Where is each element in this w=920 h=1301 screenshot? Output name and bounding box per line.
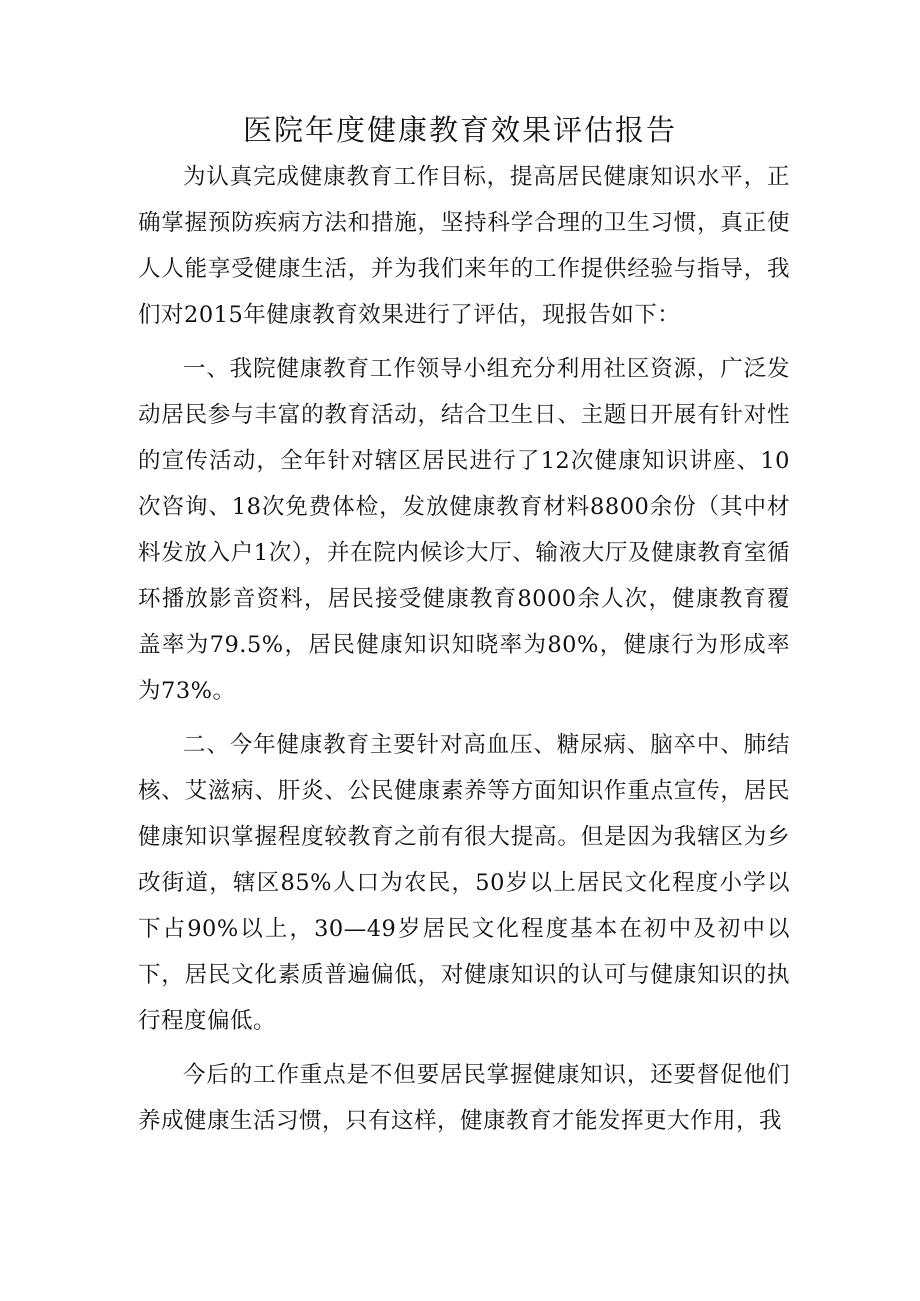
paragraph-intro: 为认真完成健康教育工作目标，提高居民健康知识水平，正确掌握预防疾病方法和措施，坚持科学合理的卫生习惯，真正使人人能享受健康生活，并为我们来年的工作提供经验与指导，我们对2015年健康教育效果进行了评估，现报告如下： [138, 164, 790, 328]
paragraph-section-2: 二、今年健康教育主要针对高血压、糖尿病、脑卒中、肺结核、艾滋病、肝炎、公民健康素养等方面知识作重点宣传，居民健康知识掌握程度较教育之前有很大提高。但是因为我辖区为乡改街道，辖区85%人口为农民，50岁以上居民文化程度小学以下占90%以上，30—49岁居民文化程度基本在初中及初中以下，居民文化素质普遍偏低，对健康知识的认可与健康知识的执行程度偏低。 [138, 732, 790, 1034]
paragraph-section-1: 一、我院健康教育工作领导小组充分利用社区资源，广泛发动居民参与丰富的教育活动，结合卫生日、主题日开展有针对性的宣传活动，全年针对辖区居民进行了12次健康知识讲座、10次咨询、18次免费体检，发放健康教育材料8800余份（其中材料发放入户1次），并在院内候诊大厅、输液大厅及健康教育室循环播放影音资料，居民接受健康教育8000余人次，健康教育覆盖率为79.5%，居民健康知识知晓率为80%，健康行为形成率为73%。 [138, 356, 790, 704]
paragraph-future-work: 今后的工作重点是不但要居民掌握健康知识，还要督促他们养成健康生活习惯，只有这样，健康教育才能发挥更大作用，我 [138, 1062, 790, 1134]
document-body [138, 154, 790, 1152]
page-title: 医院年度健康教育效果评估报告 [242, 113, 677, 147]
